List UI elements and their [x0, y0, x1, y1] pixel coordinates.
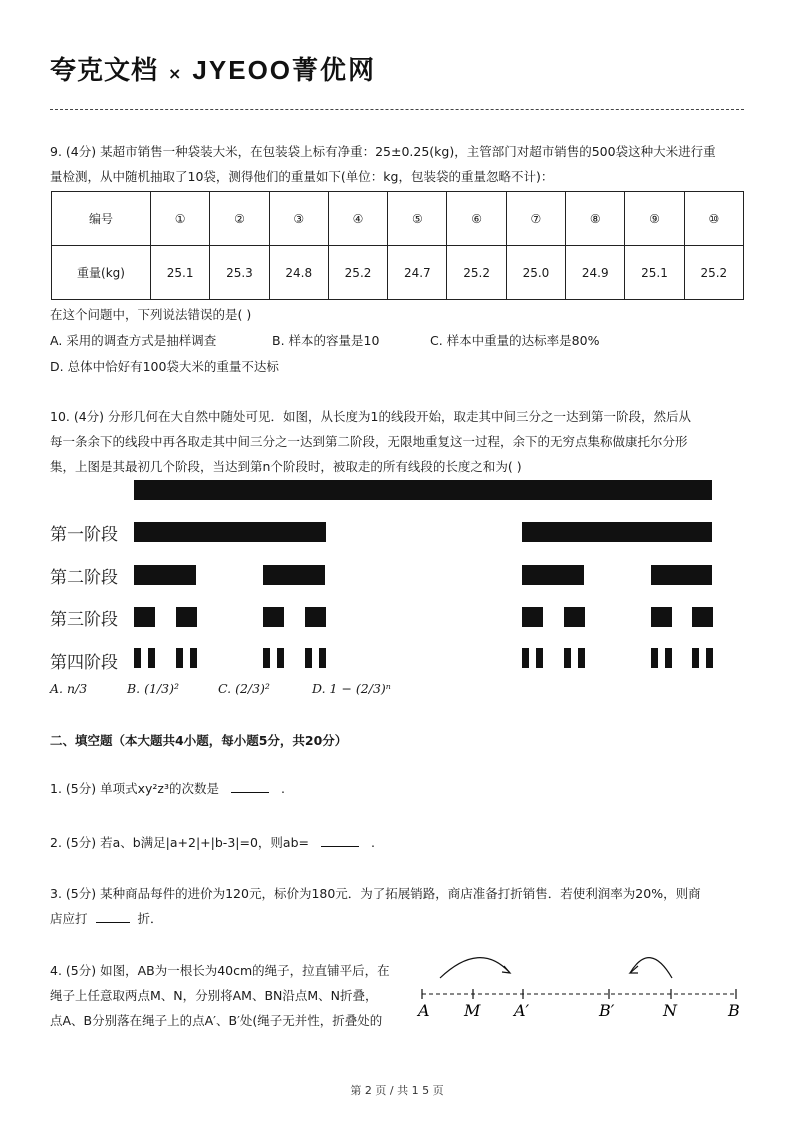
cantor-stage4-segment: [651, 648, 658, 668]
point-label-n: N: [663, 1001, 677, 1020]
table-cell-id: ①: [151, 192, 210, 246]
f3-answer-blank[interactable]: [96, 922, 130, 923]
cantor-stage3-segment: [522, 607, 543, 627]
cantor-stage4-segment: [536, 648, 543, 668]
q9-option-a: A. 采用的调查方式是抽样调查: [50, 333, 217, 348]
fold-arrow-left: [440, 958, 510, 978]
cantor-stage4-segment: [263, 648, 270, 668]
f3-question: [50, 881, 760, 931]
q10-line1: 10. (4分) 分形几何在大自然中随处可见．如图，从长度为1的线段开始，取走其中间三分之一达到第一阶段，然后从: [50, 409, 691, 424]
cantor-stage4-segment: [665, 648, 672, 668]
cantor-stage4-segment: [706, 648, 713, 668]
q9-weight-table: [51, 191, 744, 300]
table-cell-weight: 25.2: [328, 246, 387, 300]
cantor-stage1-segment: [134, 522, 326, 542]
point-label-a-prime: A′: [514, 1001, 530, 1020]
table-cell-weight: 24.9: [566, 246, 625, 300]
header-divider: [50, 109, 744, 110]
q10-line2: 每一条余下的线段中再各取走其中间三分之一达到第二阶段，无限地重复这一过程，余下的无穷点集称做康托尔分形: [50, 434, 688, 449]
q9-line2: 量检测，从中随机抽取了10袋，测得他们的重量如下(单位：kg，包装袋的重量忽略不计)：: [50, 169, 554, 184]
f3-line2-after: 折．: [137, 911, 163, 926]
cantor-stage3-segment: [176, 607, 197, 627]
point-label-a: A: [418, 1001, 430, 1020]
cantor-stage2-segment: [263, 565, 325, 585]
table-cell-weight: 25.2: [447, 246, 506, 300]
q9-line1: 9. (4分) 某超市销售一种袋装大米，在包装袋上标有净重：25±0.25(kg)，主管部门对超市销售的500袋这种大米进行重: [50, 144, 716, 159]
table-cell-id: ⑧: [566, 192, 625, 246]
rope-fold-diagram: [410, 948, 750, 1028]
f2-text: 2. (5分) 若a、b满足|a+2|+|b-3|=0，则ab=: [50, 835, 309, 850]
cantor-stage4-segment: [305, 648, 312, 668]
f1-period: .: [280, 781, 285, 796]
table-cell-weight: 24.7: [388, 246, 447, 300]
page-footer: 第 2 页 / 共 1 5 页: [350, 1084, 444, 1097]
f2-period: .: [370, 835, 375, 850]
table-cell-id: ⑩: [684, 192, 743, 246]
table-cell-id: ④: [328, 192, 387, 246]
f4-line2: 绳子上任意取两点M、N，分别将AM、BN沿点M、N折叠，: [50, 988, 378, 1003]
table-cell-weight: 25.1: [625, 246, 684, 300]
logo-separator: ×: [168, 64, 183, 83]
q9-stem: [50, 139, 750, 189]
q10-option-d: D. 1 − (2/3)ⁿ: [312, 681, 391, 696]
cantor-stage3-segment: [564, 607, 585, 627]
cantor-stage3-segment: [263, 607, 284, 627]
table-cell-weight: 25.2: [684, 246, 743, 300]
f4-question: [50, 958, 420, 1033]
cantor-stage2-segment: [651, 565, 712, 585]
q10-stem: [50, 404, 760, 479]
cantor-stage3-segment: [692, 607, 713, 627]
f2-answer-blank[interactable]: [321, 846, 359, 847]
table-row: [52, 192, 744, 246]
cantor-stage2-segment: [522, 565, 584, 585]
cantor-stage3-segment: [305, 607, 326, 627]
cantor-stage1-label: 第一阶段: [50, 525, 118, 545]
q9-question: 在这个问题中，下列说法错误的是( ): [50, 307, 252, 322]
q10-option-b: B. (1/3)²: [127, 681, 180, 696]
table-cell-id: ⑤: [388, 192, 447, 246]
cantor-stage3-segment: [651, 607, 672, 627]
section2-title: 二、填空题（本大题共4小题，每小题5分，共20分）: [50, 733, 348, 748]
cantor-stage1-segment: [522, 522, 712, 542]
cantor-stage4-label: 第四阶段: [50, 653, 118, 673]
point-label-b-prime: B′: [599, 1001, 615, 1020]
table-cell-id: ⑥: [447, 192, 506, 246]
table-cell-weight: 25.0: [506, 246, 565, 300]
q10-option-c: C. (2/3)²: [218, 681, 270, 696]
cantor-stage4-segment: [578, 648, 585, 668]
table-cell-weight: 24.8: [269, 246, 328, 300]
cantor-stage2-label: 第二阶段: [50, 568, 118, 588]
f1-text: 1. (5分) 单项式xy²z³的次数是: [50, 781, 219, 796]
q9-option-b: B. 样本的容量是10: [272, 333, 380, 348]
table-cell-weight: 25.3: [210, 246, 269, 300]
table-header-id: 编号: [52, 192, 151, 246]
table-cell-id: ②: [210, 192, 269, 246]
table-header-weight: 重量(kg): [52, 246, 151, 300]
cantor-stage4-segment: [277, 648, 284, 668]
header-logo: [50, 50, 376, 87]
f4-line1: 4. (5分) 如图，AB为一根长为40cm的绳子，拉直铺平后，在: [50, 963, 390, 978]
cantor-stage3-segment: [134, 607, 155, 627]
cantor-stage4-segment: [692, 648, 699, 668]
cantor-stage3-label: 第三阶段: [50, 610, 118, 630]
logo-jyeoo: JYEOO菁优网: [192, 55, 377, 85]
table-cell-id: ⑦: [506, 192, 565, 246]
cantor-stage4-segment: [134, 648, 141, 668]
q9-option-c: C. 样本中重量的达标率是80%: [430, 333, 600, 348]
point-label-b: B: [728, 1001, 740, 1020]
table-cell-id: ③: [269, 192, 328, 246]
f3-line2-before: 店应打: [50, 911, 88, 926]
cantor-stage4-segment: [564, 648, 571, 668]
point-label-m: M: [464, 1001, 481, 1020]
cantor-stage2-segment: [134, 565, 196, 585]
f3-line2: [50, 906, 760, 931]
cantor-figure: [0, 470, 794, 680]
cantor-stage0-segment: [134, 480, 712, 500]
f1-question: [50, 776, 285, 801]
table-cell-id: ⑨: [625, 192, 684, 246]
cantor-stage4-segment: [176, 648, 183, 668]
q9-option-d: D. 总体中恰好有100袋大米的重量不达标: [50, 359, 279, 374]
cantor-stage4-segment: [319, 648, 326, 668]
cantor-stage4-segment: [148, 648, 155, 668]
table-row: [52, 246, 744, 300]
q10-option-a: A. n/3: [50, 681, 88, 696]
table-cell-weight: 25.1: [151, 246, 210, 300]
cantor-stage4-segment: [522, 648, 529, 668]
logo-quark: 夸克文档: [50, 56, 159, 86]
f3-line1: 3. (5分) 某种商品每件的进价为120元，标价为180元．为了拓展销路，商店准备打折销售．若使利润率为20%，则商: [50, 886, 701, 901]
f4-line3: 点A、B分别落在绳子上的点A′、B′处(绳子无并性，折叠处的: [50, 1013, 383, 1028]
cantor-stage4-segment: [190, 648, 197, 668]
f2-question: [50, 830, 375, 855]
f1-answer-blank[interactable]: [231, 792, 269, 793]
q10-line3: 集，上图是其最初几个阶段，当达到第n个阶段时，被取走的所有线段的长度之和为( ): [50, 459, 522, 474]
